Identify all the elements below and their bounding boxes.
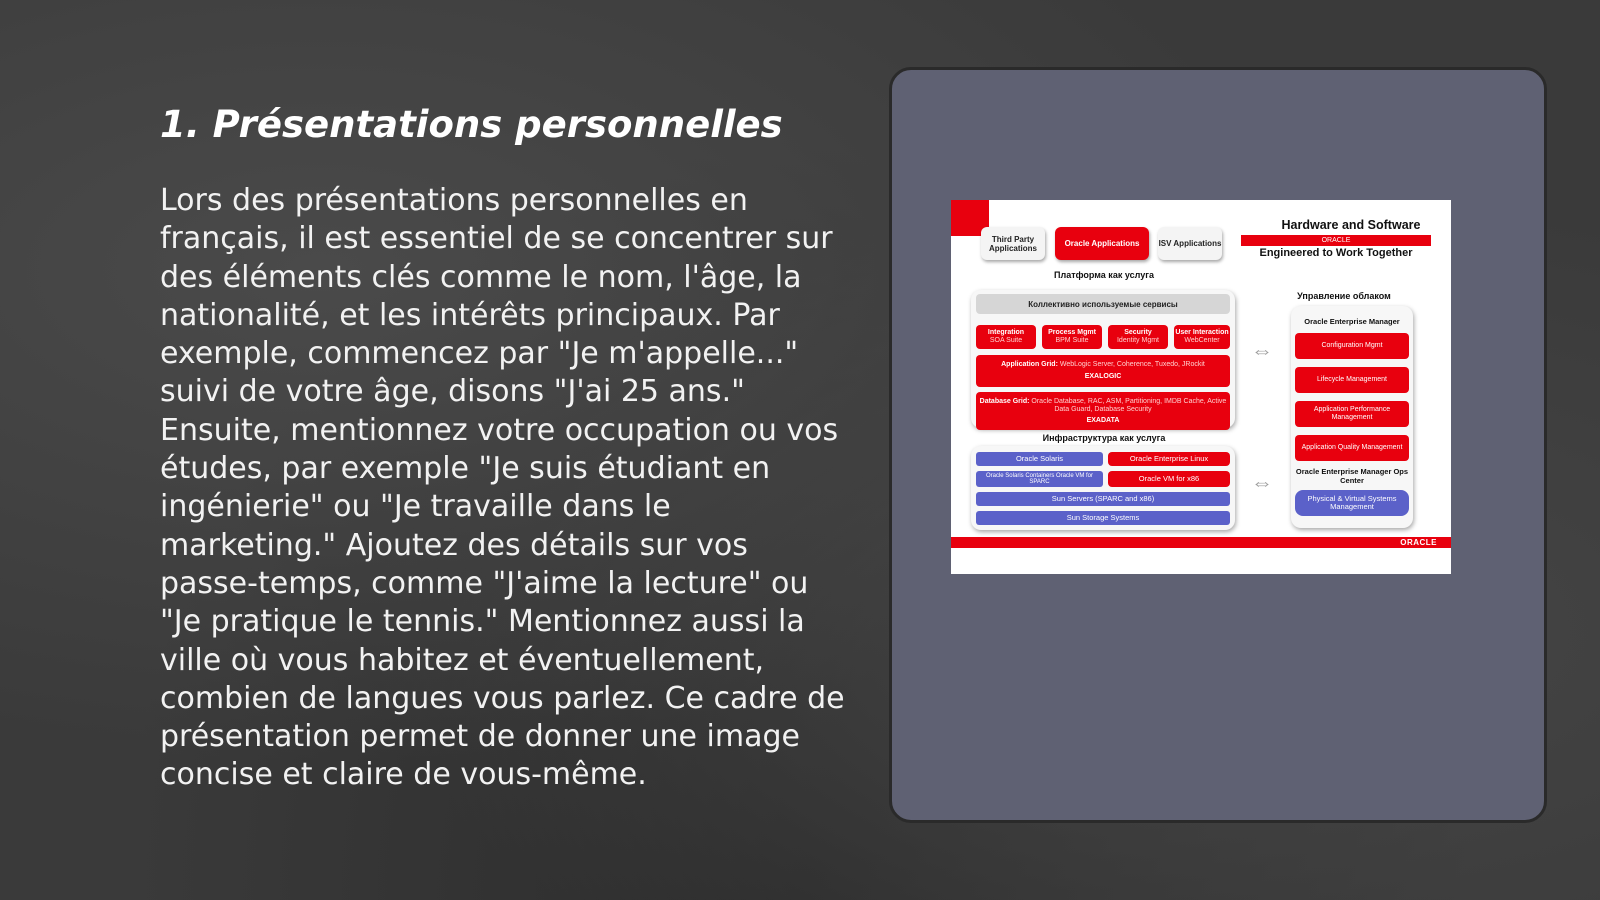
em-label: Oracle Enterprise Manager	[1304, 317, 1400, 326]
infra-box-solaris: Oracle Solaris	[976, 452, 1103, 466]
infra-box-storage: Sun Storage Systems	[976, 511, 1230, 525]
ops-center-label: Oracle Enterprise Manager Ops Center	[1295, 467, 1409, 485]
header-subtitle: Engineered to Work Together	[1259, 247, 1413, 259]
tab-third-party: Third Party Applications	[981, 227, 1045, 260]
em-box-quality: Application Quality Management	[1295, 435, 1409, 461]
shared-services-bar: Коллективно используемые сервисы	[976, 294, 1230, 314]
double-arrow-icon: ⇔	[1251, 338, 1273, 363]
footer-bar	[951, 537, 1451, 548]
infra-box-vm-x86: Oracle VM for x86	[1108, 471, 1230, 487]
header-brand: ORACLE	[1241, 235, 1431, 246]
db-grid-box: Database Grid: Oracle Database, RAC, ASM, Partitioning, IMDB Cache, Active Data Guard, Database Security EXADATA	[976, 392, 1230, 430]
footer-brand: ORACLE	[1400, 538, 1437, 547]
cloud-mgmt-label: Управление облаком	[1297, 291, 1391, 301]
middleware-box-process: Process Mgmt BPM Suite	[1042, 325, 1102, 349]
slide-body-text: Lors des présentations personnelles en français, il est essentiel de se concentrer sur des éléments clés comme le nom, l'âge, la nationalité, et les intérêts principaux. Par exemple, commencez par "Je m'appelle..." suivi de votre âge, disons "J'ai 25 ans." Ensuite, mentionnez votre occupation ou vos études, par exemple "Je suis étudiant en ingénierie" ou "Je travaille dans le marketing." Ajoutez des détails sur vos passe-temps, comme "J'aime la lecture" ou "Je pratique le tennis." Mentionnez aussi la ville où vous habitez et éventuellement, combien de langues vous parlez. Ce cadre de présentation permet de donner une image concise et claire de vous-même.	[160, 183, 845, 793]
em-box-performance: Application Performance Management	[1295, 401, 1409, 427]
double-arrow-icon: ⇔	[1251, 470, 1273, 495]
app-grid-box: Application Grid: WebLogic Server, Coherence, Tuxedo, JRockit EXALOGIC	[976, 355, 1230, 387]
ops-box-systems: Physical & Virtual Systems Management	[1295, 490, 1409, 516]
slide-title: 1. Présentations personnelles	[160, 103, 783, 146]
paas-label: Платформа как услуга	[1054, 270, 1154, 280]
tab-isv: ISV Applications	[1158, 227, 1222, 260]
middleware-box-integration: Integration SOA Suite	[976, 325, 1036, 349]
iaas-label: Инфраструктура как услуга	[1042, 433, 1166, 443]
middleware-box-user: User Interaction WebCenter	[1174, 325, 1230, 349]
oracle-stack-diagram	[951, 200, 1451, 574]
header-title: Hardware and Software	[1281, 218, 1421, 232]
infra-box-servers: Sun Servers (SPARC and x86)	[976, 492, 1230, 506]
em-box-config: Configuration Mgmt	[1295, 333, 1409, 359]
em-box-lifecycle: Lifecycle Management	[1295, 367, 1409, 393]
infra-box-containers: Oracle Solaris Containers Oracle VM for SPARC	[976, 471, 1103, 487]
infra-box-linux: Oracle Enterprise Linux	[1108, 452, 1230, 466]
tab-oracle-apps: Oracle Applications	[1055, 227, 1149, 260]
middleware-box-security: Security Identity Mgmt	[1108, 325, 1168, 349]
